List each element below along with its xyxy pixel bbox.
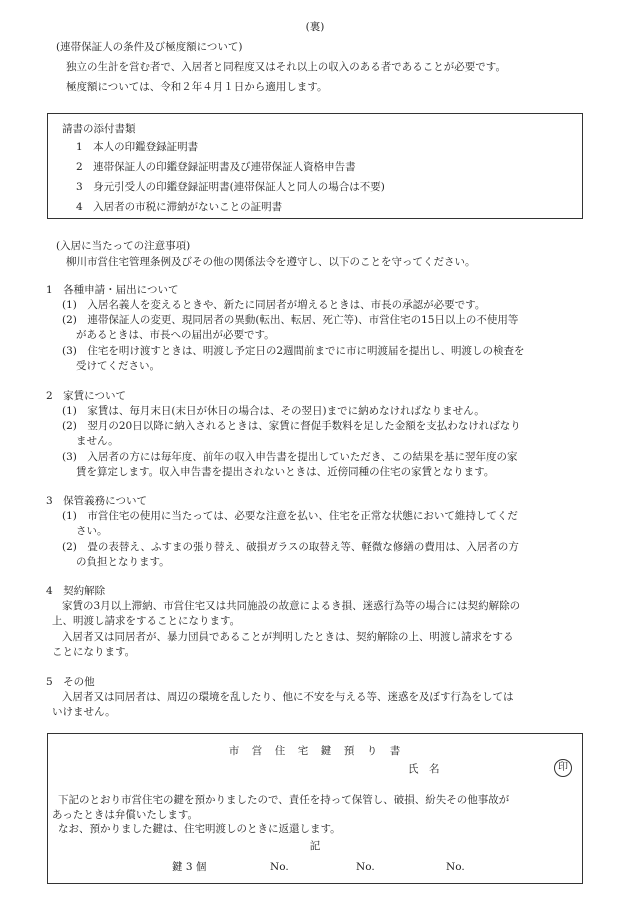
receipt-name-label: 氏 名	[408, 763, 440, 775]
guarantor-line-2: 極度額については、令和２年４月１日から適用します。	[66, 81, 328, 93]
section-1-item-3: (3) 住宅を明け渡すときは、明渡し予定日の2週間前までに市に明渡届を提出し、明渡しの検査を	[62, 345, 525, 357]
section-4-title: 4 契約解除	[46, 585, 106, 597]
receipt-title: 市 営 住 宅 鍵 預 り 書	[228, 745, 402, 757]
guarantor-title: (連帯保証人の条件及び極度額について)	[56, 41, 243, 53]
attachment-item: 2 連帯保証人の印鑑登録証明書及び連帯保証人資格申告書	[76, 161, 356, 173]
attachment-item: 4 入居者の市税に滞納がないことの証明書	[76, 201, 283, 213]
section-2-item-2: (2) 翌月の20日以降に納入されるときは、家賃に督促手数料を足した金額を支払わなければなり	[62, 420, 521, 432]
section-1-item-1: (1) 入居名義人を変えるときや、新たに同居者が増えるときは、市長の承認が必要です。	[62, 299, 486, 311]
attachment-item: 3 身元引受人の印鑑登録証明書(連帯保証人と同人の場合は不要)	[76, 181, 385, 193]
section-1-item-3-cont: 受けてください。	[76, 360, 160, 372]
receipt-no-2: No.	[356, 861, 375, 873]
section-4-para-2: 入居者又は同居者が、暴力団員であることが判明したときは、契約解除の上、明渡し請求をする	[62, 631, 514, 643]
notes-intro: 柳川市営住宅管理条例及びその他の関係法令を遵守し、以下のことを守ってください。	[66, 256, 476, 268]
page-header: (裏)	[305, 21, 325, 33]
attachments-title: 請書の添付書類	[62, 123, 136, 135]
receipt-ki: 記	[309, 840, 321, 852]
section-2-item-2-cont: ません。	[76, 435, 119, 447]
section-4-para-2-cont: ことになります。	[52, 646, 136, 658]
section-4-para-1-cont: 上、明渡し請求をすることになります。	[52, 615, 241, 627]
section-3-item-2: (2) 畳の表替え、ふすまの張り替え、破損ガラスの取替え等、軽微な修繕の費用は、入居者の方	[62, 541, 519, 553]
section-2-item-3: (3) 入居者の方には毎年度、前年の収入申告書を提出していただき、この結果を基に翌年度の家	[62, 451, 518, 463]
section-3-item-1-cont: さい。	[76, 525, 108, 537]
section-2-item-3-cont: 賃を算定します。収入申告書を提出されないときは、近傍同種の住宅の家賃となります。	[76, 466, 495, 478]
receipt-body-3: なお、預かりました鍵は、住宅明渡しのときに返還します。	[58, 823, 341, 835]
receipt-body-2: あったときは弁償いたします。	[52, 809, 199, 821]
section-1-item-2: (2) 連帯保証人の変更、現同居者の異動(転出、転居、死亡等)、市営住宅の15日以上の不使用等	[62, 314, 519, 326]
attachment-item: 1 本人の印鑑登録証明書	[76, 141, 199, 153]
section-5-para-1-cont: いけません。	[52, 706, 116, 718]
seal-mark: 印	[554, 759, 572, 777]
section-3-item-1: (1) 市営住宅の使用に当たっては、必要な注意を払い、住宅を正常な状態において維持してくだ	[62, 510, 518, 522]
section-2-item-1: (1) 家賃は、毎月末日(末日が休日の場合は、その翌日)までに納めなければなりません。	[62, 405, 485, 417]
section-5-title: 5 その他	[46, 676, 95, 688]
receipt-keys: 鍵 3 個	[172, 861, 207, 873]
guarantor-line-1: 独立の生計を営む者で、入居者と同程度又はそれ以上の収入のある者であることが必要です。	[66, 61, 506, 73]
section-3-title: 3 保管義務について	[46, 495, 147, 507]
section-1-title: 1 各種申請・届出について	[46, 284, 179, 296]
section-3-item-2-cont: の負担となります。	[76, 556, 170, 568]
section-2-title: 2 家賃について	[46, 390, 126, 402]
receipt-body-1: 下記のとおり市営住宅の鍵を預かりましたので、責任を持って保管し、破損、紛失その他事故が	[58, 794, 510, 806]
attachments-box	[47, 113, 583, 219]
notes-title: (入居に当たっての注意事項)	[56, 240, 191, 252]
receipt-no-3: No.	[446, 861, 465, 873]
section-1-item-2-cont: があるときは、市長への届出が必要です。	[76, 329, 275, 341]
section-5-para-1: 入居者又は同居者は、周辺の環境を乱したり、他に不安を与える等、迷惑を及ぼす行為をしては	[62, 691, 514, 703]
key-receipt-box	[47, 733, 583, 884]
receipt-no-1: No.	[270, 861, 289, 873]
section-4-para-1: 家賃の3月以上滞納、市営住宅又は共同施設の故意によるき損、迷惑行為等の場合には契約解除の	[62, 600, 521, 612]
